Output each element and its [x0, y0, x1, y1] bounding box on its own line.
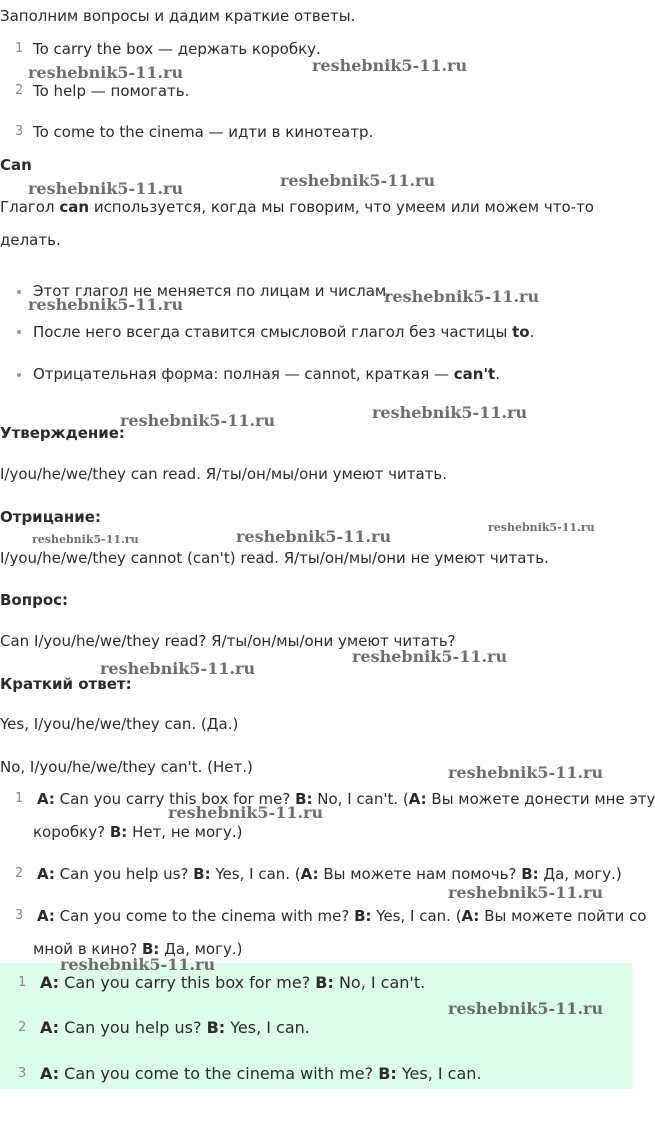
watermark: reshebnik5-11.ru [236, 527, 392, 546]
can-description-cont: делать. [0, 231, 61, 249]
negative-heading: Отрицание: [0, 508, 101, 526]
vocab-item: To help — помогать. [33, 82, 190, 100]
bullet-dot [17, 373, 21, 377]
watermark: reshebnik5-11.ru [384, 287, 540, 306]
watermark: reshebnik5-11.ru [32, 533, 139, 546]
short-answer-heading: Краткий ответ: [0, 675, 132, 693]
can-description: Глагол can используется, когда мы говорим, что умеем или можем что-то [0, 198, 594, 216]
short-answer-no: No, I/you/he/we/they can't. (Нет.) [0, 758, 253, 776]
answer-number: 2 [18, 1020, 27, 1035]
answer-line: A: Can you help us? B: Yes, I can. [40, 1018, 310, 1037]
watermark: reshebnik5-11.ru [120, 411, 276, 430]
dialog-line-cont: коробку? B: Нет, не могу.) [33, 823, 243, 841]
watermark: reshebnik5-11.ru [28, 63, 184, 82]
section-heading-can: Can [0, 156, 32, 174]
answer-line: A: Can you carry this box for me? B: No, I can't. [40, 973, 426, 992]
watermark: reshebnik5-11.ru [100, 659, 256, 678]
affirmative-heading: Утверждение: [0, 424, 125, 442]
vocab-item: To come to the cinema — идти в кинотеатр. [33, 123, 374, 141]
dialog-line-cont: мной в кино? B: Да, могу.) [33, 940, 243, 958]
watermark: reshebnik5-11.ru [312, 56, 468, 75]
negative-example: I/you/he/we/they cannot (can't) read. Я/ты/он/мы/они не умеют читать. [0, 549, 549, 567]
question-heading: Вопрос: [0, 591, 69, 609]
rule-item: Этот глагол не меняется по лицам и числам. [33, 282, 391, 300]
watermark: reshebnik5-11.ru [28, 295, 184, 314]
watermark: reshebnik5-11.ru [488, 521, 595, 534]
list-number: 3 [15, 908, 24, 923]
watermark: reshebnik5-11.ru [28, 179, 184, 198]
list-number: 1 [15, 41, 24, 56]
answer-number: 1 [18, 975, 27, 990]
watermark: reshebnik5-11.ru [168, 803, 324, 822]
watermark: reshebnik5-11.ru [448, 883, 604, 902]
dialog-line: A: Can you help us? B: Yes, I can. (A: Вы можете нам помочь? B: Да, могу.) [37, 865, 622, 883]
watermark: reshebnik5-11.ru [448, 763, 604, 782]
intro-text: Заполним вопросы и дадим краткие ответы. [0, 7, 356, 25]
watermark: reshebnik5-11.ru [60, 955, 216, 974]
short-answer-yes: Yes, I/you/he/we/they can. (Да.) [0, 715, 239, 733]
answer-number: 3 [18, 1066, 27, 1081]
watermark: reshebnik5-11.ru [352, 647, 508, 666]
rule-item: После него всегда ставится смысловой глагол без частицы to. [33, 323, 535, 341]
question-example: Can I/you/he/we/they read? Я/ты/он/мы/они умеют читать? [0, 632, 456, 650]
bullet-dot [17, 330, 21, 334]
list-number: 1 [15, 791, 24, 806]
dialog-line: A: Can you come to the cinema with me? B: Yes, I can. (A: Вы можете пойти со [37, 907, 647, 925]
watermark: reshebnik5-11.ru [448, 999, 604, 1018]
affirmative-example: I/you/he/we/they can read. Я/ты/он/мы/они умеют читать. [0, 465, 448, 483]
dialog-line: A: Can you carry this box for me? B: No, I can't. (A: Вы можете донести мне эту [37, 790, 655, 808]
vocab-item: To carry the box — держать коробку. [33, 40, 321, 58]
list-number: 2 [15, 83, 24, 98]
bullet-dot [17, 290, 21, 294]
watermark: reshebnik5-11.ru [280, 171, 436, 190]
list-number: 2 [15, 866, 24, 881]
watermark: reshebnik5-11.ru [372, 403, 528, 422]
answer-line: A: Can you come to the cinema with me? B: Yes, I can. [40, 1064, 482, 1083]
rule-item: Отрицательная форма: полная — cannot, краткая — can't. [33, 365, 501, 383]
list-number: 3 [15, 124, 24, 139]
